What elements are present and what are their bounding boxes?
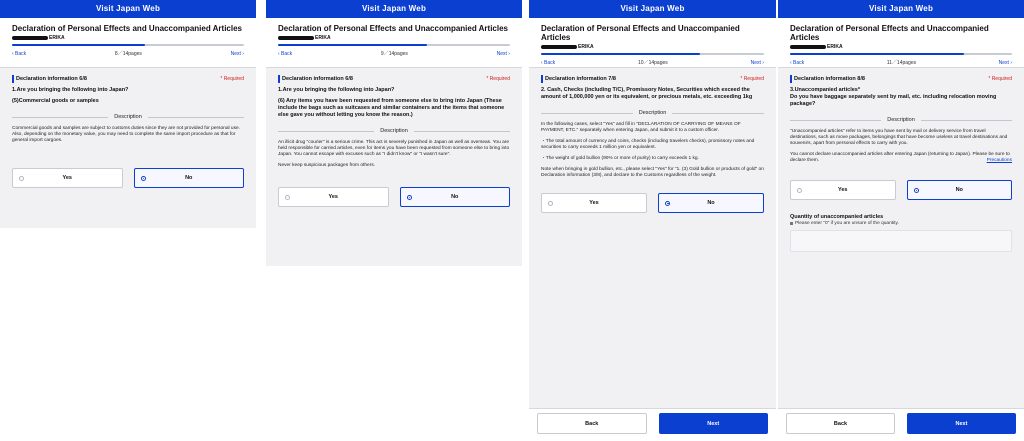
section-title: Declaration information 6/8 xyxy=(12,75,87,83)
required-label: * Required xyxy=(486,76,510,82)
yes-option[interactable]: Yes xyxy=(790,180,896,200)
page-title: Declaration of Personal Effects and Unaccompanied Articles xyxy=(541,24,740,42)
question-line: 3.Unaccompanied articles* xyxy=(790,87,861,93)
app-title-bar: Visit Japan Web xyxy=(0,0,256,18)
question xyxy=(278,87,510,119)
page-nav xyxy=(12,50,244,57)
question xyxy=(541,87,764,101)
page-indicator: 9／14pages xyxy=(380,51,408,57)
redacted-name xyxy=(278,36,314,40)
description-text xyxy=(12,126,244,144)
description-paragraph: Note when bringing in gold bullion, etc., please select "Yes" for "1. (3) Gold bullion or products of gold" on Declaration information (3/8), and declare to the Customs regardless of the weight. xyxy=(541,167,764,178)
question-line: 2. Cash, Checks (including T/C), Promissory Notes, Securities which exceed the amount of 1,000,000 yen or its equivalent, or precious metals, etc. exceeding 1kg xyxy=(541,87,753,100)
section-header xyxy=(12,75,244,83)
page-header xyxy=(266,18,522,68)
next-link[interactable]: Next › xyxy=(230,50,244,57)
panel-4 xyxy=(778,0,1024,441)
progress-bar xyxy=(790,53,1012,55)
form-body xyxy=(529,68,776,213)
bottom-action-bar xyxy=(529,408,776,441)
section-header xyxy=(541,75,764,83)
question-line: 1.Are you bringing the following into Japan? xyxy=(278,87,395,93)
required-label: * Required xyxy=(220,76,244,82)
progress-fill xyxy=(12,44,145,46)
app-title-bar: Visit Japan Web xyxy=(529,0,776,18)
section-header xyxy=(790,75,1012,83)
answer-options xyxy=(12,168,244,188)
answer-options xyxy=(790,180,1012,200)
panel-1 xyxy=(0,0,256,228)
answer-options xyxy=(278,187,510,207)
section-title: Declaration information 7/8 xyxy=(541,75,616,83)
page-indicator: 10／14pages xyxy=(638,60,668,66)
precautions-link[interactable]: Precautions xyxy=(986,158,1012,163)
user-name: ERIKA xyxy=(827,43,843,50)
next-link[interactable]: Next › xyxy=(750,59,764,66)
no-option[interactable]: No xyxy=(907,180,1013,200)
page-nav xyxy=(278,50,510,57)
progress-fill xyxy=(541,53,700,55)
user-name-row xyxy=(278,34,510,41)
section-header xyxy=(278,75,510,83)
back-button[interactable]: Back xyxy=(786,413,895,434)
redacted-name xyxy=(790,45,826,49)
description-heading: Description xyxy=(790,117,1012,123)
description-paragraph: An illicit drug "courier" is a serious crime. This act is severely punished in Japan as well as overseas. You are held responsible for carried articles, even for items you have been requested from someone else to bring into Japan. You cannot escape with excuses such as "I didn't know" or "I wasn't sure". xyxy=(278,140,510,157)
page-indicator: 8／14pages xyxy=(114,51,142,57)
progress-fill xyxy=(278,44,427,46)
question xyxy=(12,87,244,105)
quantity-note: Please enter "0" if you are unsure of the quantity. xyxy=(790,221,1012,226)
page-title: Declaration of Personal Effects and Unaccompanied Articles xyxy=(12,24,242,33)
page-nav xyxy=(790,59,1012,66)
redacted-name xyxy=(541,45,577,49)
form-body xyxy=(778,68,1024,252)
description-paragraph: ・The total amount of currency and coins, checks (including travelers checks), promissory notes and securities to carry exceeds 1 million yen or equivalent. xyxy=(541,139,755,150)
description-heading: Description xyxy=(12,114,244,120)
description-text xyxy=(790,129,1012,164)
form-body xyxy=(266,68,522,207)
user-name-row xyxy=(541,43,764,50)
section-title: Declaration information 6/8 xyxy=(278,75,353,83)
question-line: Do you have baggage separately sent by mail, etc. including relocation moving package? xyxy=(790,94,997,107)
description-heading: Description xyxy=(278,128,510,134)
bottom-action-bar xyxy=(778,408,1024,441)
user-name-row xyxy=(12,34,244,41)
app-title-bar: Visit Japan Web xyxy=(266,0,522,18)
description-paragraph: ・The weight of gold bullion (90% or more of purity) to carry exceeds 1 kg. xyxy=(541,156,699,161)
section-title: Declaration information 8/8 xyxy=(790,75,865,83)
progress-fill xyxy=(790,53,964,55)
next-link[interactable]: Next › xyxy=(998,59,1012,66)
yes-option[interactable]: Yes xyxy=(12,168,123,188)
answer-options xyxy=(541,193,764,213)
next-button[interactable]: Next xyxy=(659,413,769,434)
next-button[interactable]: Next xyxy=(907,413,1016,434)
page-header xyxy=(529,18,776,68)
page-title: Declaration of Personal Effects and Unaccompanied Articles xyxy=(790,24,989,42)
no-option[interactable]: No xyxy=(400,187,511,207)
back-link[interactable]: ‹ Back xyxy=(541,59,556,66)
question-line: (5)Commercial goods or samples xyxy=(12,98,99,104)
description-paragraph: Never keep suspicious packages from others. xyxy=(278,163,376,168)
required-label: * Required xyxy=(988,76,1012,82)
question-line: (6) Any items you have been requested from someone else to bring into Japan (These include the bags such as suitcases and similar containers and the items that someone else gave you without letting you know the reason.) xyxy=(278,98,505,118)
quantity-input[interactable] xyxy=(790,230,1012,252)
user-name-row xyxy=(790,43,1012,50)
panel-3 xyxy=(529,0,776,441)
panel-2 xyxy=(266,0,522,266)
yes-option[interactable]: Yes xyxy=(278,187,389,207)
no-option[interactable]: No xyxy=(134,168,245,188)
page-indicator: 11／14pages xyxy=(886,60,917,66)
description-text xyxy=(541,122,764,179)
back-link[interactable]: ‹ Back xyxy=(790,59,805,66)
page-header xyxy=(0,18,256,68)
description-paragraph: "Unaccompanied articles" refer to items you have sent by mail or delivery service from travel destinations, such as move packages, belongings that have become useless at travel destinations and souvenirs, apart from personal effects to carry with you. xyxy=(790,129,1008,146)
page-header xyxy=(778,18,1024,68)
redacted-name xyxy=(12,36,48,40)
next-link[interactable]: Next › xyxy=(496,50,510,57)
description-heading: Description xyxy=(541,110,764,116)
question xyxy=(790,87,1012,108)
progress-bar xyxy=(12,44,244,46)
page-nav xyxy=(541,59,764,66)
progress-bar xyxy=(278,44,510,46)
user-name: ERIKA xyxy=(49,34,65,41)
form-body xyxy=(0,68,256,188)
no-option[interactable]: No xyxy=(658,193,764,213)
back-link[interactable]: ‹ Back xyxy=(278,50,293,57)
description-text xyxy=(278,140,510,169)
page-title: Declaration of Personal Effects and Unaccompanied Articles xyxy=(278,24,508,33)
description-paragraph: Commercial goods and samples are subject to customs duties since they are not provided for personal use. Also, depending on the monetary value, you may need to complete the same import procedure as that for general import cargoes. xyxy=(12,126,240,143)
user-name: ERIKA xyxy=(315,34,331,41)
question-line: 1.Are you bringing the following into Japan? xyxy=(12,87,129,93)
yes-option[interactable]: Yes xyxy=(541,193,647,213)
progress-bar xyxy=(541,53,764,55)
description-paragraph: In the following cases, select "Yes" and fill in "DECLARATION OF CARRYING OF MEANS OF PAYMENT, ETC." separately when entering Japan, and submit it to a custom officer. xyxy=(541,122,741,133)
required-label: * Required xyxy=(740,76,764,82)
app-title-bar: Visit Japan Web xyxy=(778,0,1024,18)
description-paragraph: You cannot declare unaccompanied articles after entering Japan (returning to Japan). Please be sure to declare them. Precautions xyxy=(790,152,1012,163)
user-name: ERIKA xyxy=(578,43,594,50)
bullet-icon xyxy=(790,222,793,225)
quantity-title: Quantity of unaccompanied articles xyxy=(790,214,884,220)
back-link[interactable]: ‹ Back xyxy=(12,50,27,57)
back-button[interactable]: Back xyxy=(537,413,647,434)
